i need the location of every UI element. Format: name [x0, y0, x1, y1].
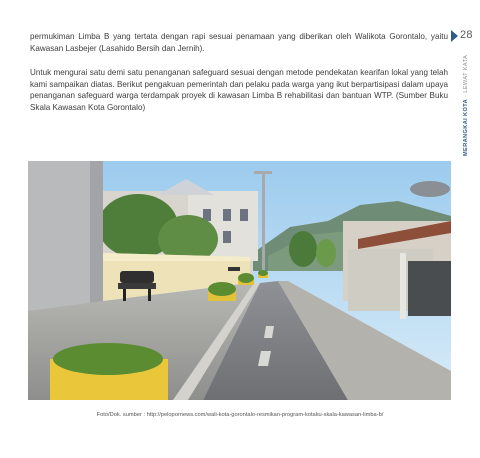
body-paragraph-2: Untuk mengurai satu demi satu penanganan safeguard sesuai dengan metode pendekatan kearifan lokal yang telah kami sampaikan diatas. Berikut pengakuan pemerintah dan pelaku pada warga yang ikut berpartisipasi dalam upaya penanganan safeguard warga terdampak proyek di kawasan Limba B rehabilitasi dan bantuan WTP. (Sumber Buku Skala Kawasan Kota Gorontalo): [30, 68, 448, 112]
page-marker-icon: [451, 30, 458, 42]
side-title-bold: MERANGKAI KOTA: [463, 98, 469, 156]
side-running-title: [463, 48, 469, 156]
page-number: 28: [460, 29, 473, 41]
street-photo-illustration: [28, 161, 451, 400]
side-title-light: LEWAT KATA: [463, 54, 469, 93]
street-photo: [28, 161, 451, 400]
side-title-separator: ·: [463, 92, 469, 99]
body-paragraph-1: permukiman Limba B yang tertata dengan rapi sesuai penamaan yang diberikan oleh Walikota Gorontalo, yaitu Kawasan Lasbejer (Lasahido Bersih dan Jernih).: [30, 32, 448, 53]
photo-caption: Foto/Dok. sumber : http://pelopornews.com/wali-kota-gorontalo-resmikan-program-kotaku-skala-kawasan-limba-b/: [96, 412, 384, 418]
